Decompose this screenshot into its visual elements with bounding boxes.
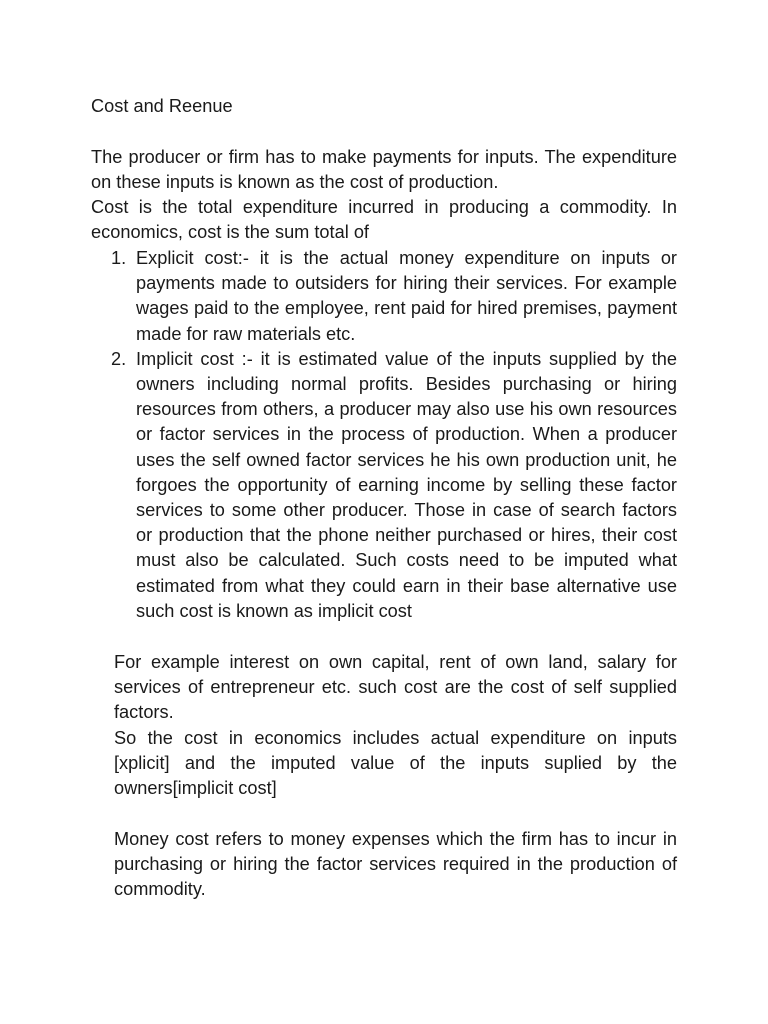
list-item-explicit-cost <box>91 246 677 347</box>
document-title: Cost and Reenue <box>91 96 233 116</box>
money-cost-paragraph: Money cost refers to money expenses which the firm has to incur in purchasing or hiring the factor services required in the production of commodity. <box>114 829 677 900</box>
list-item-number: 1. <box>111 248 127 268</box>
intro-paragraph-1: The producer or firm has to make payments for inputs. The expenditure on these inputs is known as the cost of production. <box>91 147 677 193</box>
list-item-text: Implicit cost :- it is estimated value of the inputs supplied by the owners including normal profits. Besides purchasing or hiring resources from others, a producer may also use his own resources or factor services in the process of production. When a producer uses the self owned factor services he his own production unit, he forgoes the opportunity of earning income by selling these factor services to some other producer. Those in case of search factors or production that the phone neither purchased or hires, their cost must also be calculated. Such costs need to be imputed what estimated from what they could earn in their base alternative use such cost is known as implicit cost <box>136 348 677 621</box>
summary-paragraph: So the cost in economics includes actual expenditure on inputs [xplicit] and the imputed value of the inputs suplied by the owners[implicit cost] <box>114 728 677 799</box>
list-item-text: Explicit cost:- it is the actual money expenditure on inputs or payments made to outsiders for hiring their services. For example wages paid to the employee, rent paid for hired premises, payment made for raw materials etc. <box>136 248 677 344</box>
intro-paragraph-2: Cost is the total expenditure incurred in producing a commodity. In economics, cost is the sum total of <box>91 197 677 243</box>
example-paragraph: For example interest on own capital, rent of own land, salary for services of entrepreneur etc. such cost are the cost of self supplied factors. <box>114 652 677 723</box>
list-item-number: 2. <box>111 348 127 369</box>
cost-types-list <box>91 246 677 624</box>
list-item-implicit-cost <box>91 347 677 624</box>
